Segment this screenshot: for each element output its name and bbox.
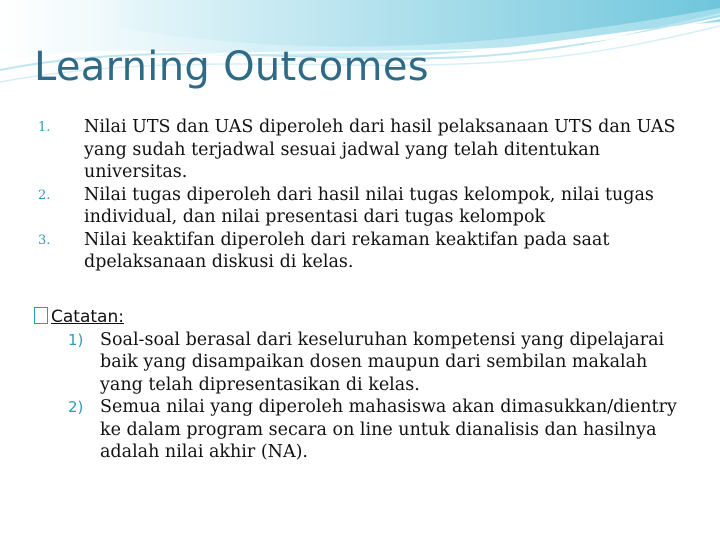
list-text: Nilai UTS dan UAS diperoleh dari hasil pelaksanaan UTS dan UAS yang sudah terjadwal sesuai jadwal yang telah ditentukan universitas.: [84, 117, 676, 182]
list-text: Nilai tugas diperoleh dari hasil nilai tugas kelompok, nilai tugas individual, dan nilai presentasi dari tugas kelompok: [84, 184, 654, 227]
list-number: 1.: [38, 120, 51, 135]
list-text: Soal-soal berasal dari keseluruhan kompetensi yang dipelajarai baik yang disampaikan dosen maupun dari sembilan makalah yang telah dipresentasikan di kelas.: [100, 329, 665, 395]
bullet-box-icon: [34, 307, 48, 324]
note-heading: [34, 306, 694, 329]
list-text: Semua nilai yang diperoleh mahasiswa akan dimasukkan/dientry ke dalam program secara on line untuk dianalisis dan hasilnya adalah nilai akhir (NA).: [100, 397, 677, 462]
outcomes-list: [38, 116, 688, 274]
list-item: [68, 396, 694, 464]
list-text: Nilai keaktifan diperoleh dari rekaman keaktifan pada saat dpelaksanaan diskusi di kelas.: [84, 229, 610, 272]
list-number: 3.: [38, 232, 51, 248]
list-item: [38, 229, 688, 274]
list-item: [68, 329, 694, 397]
slide-title: Learning Outcomes: [34, 44, 429, 90]
list-item: [38, 116, 688, 184]
note-section: [34, 306, 694, 464]
list-item: [38, 184, 688, 229]
list-number: 2.: [38, 187, 51, 203]
note-list: [68, 329, 694, 464]
list-number: 1): [68, 330, 84, 349]
note-label: Catatan:: [51, 307, 124, 327]
list-number: 2): [68, 398, 84, 416]
